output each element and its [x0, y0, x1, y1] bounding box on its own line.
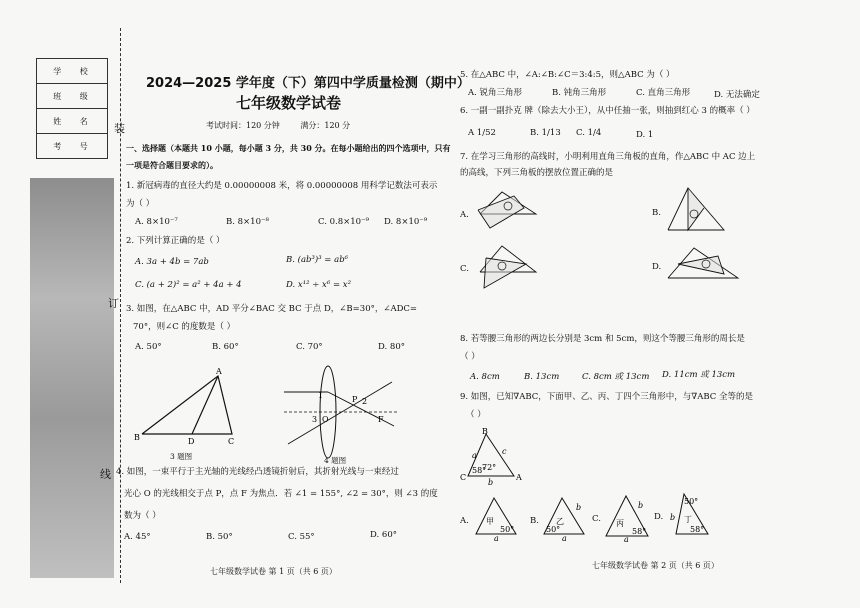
q3-line1: 3. 如图，在△ABC 中，AD 平分∠BAC 交 BC 于点 D，∠B=30°，∠ADC= [126, 304, 418, 314]
fig3-label-b: B [134, 433, 140, 442]
q7-option-b: B. [652, 208, 661, 218]
fig4-label-1: 1 [318, 391, 324, 400]
fig4-label-f: F [378, 415, 384, 424]
full-score: 满分：120 分 [300, 121, 351, 130]
binding-char-zhuang: 装 [114, 122, 125, 135]
fig4-label-o: O [322, 415, 329, 424]
svg-text:b: b [670, 513, 676, 522]
section1-line1: 一、选择题（本题共 10 小题，每小题 3 分，共 30 分。在每小题给出的四个选项中，只有 [126, 143, 451, 153]
q9-triangle-jia [472, 494, 522, 542]
svg-text:b: b [576, 503, 582, 512]
field-exam-number: 考 号 [37, 134, 108, 159]
svg-text:b: b [638, 501, 644, 510]
q9-ref-label-c: C [460, 473, 467, 482]
field-name: 姓 名 [37, 109, 108, 134]
student-info-table [36, 58, 108, 159]
svg-text:b: b [488, 478, 494, 487]
q5-option-b: B. 钝角三角形 [552, 88, 607, 98]
binding-char-xian: 线 [100, 468, 111, 481]
q4-option-c: C. 55° [288, 532, 315, 542]
binding-char-ding: 订 [108, 297, 119, 310]
q3-option-b: B. 60° [212, 342, 239, 352]
svg-text:58°: 58° [472, 466, 487, 475]
svg-text:a: a [472, 451, 477, 460]
q9-option-a: A. [460, 516, 469, 526]
svg-text:58°: 58° [690, 525, 705, 534]
q5-option-a: A. 锐角三角形 [468, 88, 523, 98]
q2-option-c: C. (a + 2)² = a² + 4a + 4 [135, 280, 242, 290]
q5-option-c: C. 直角三角形 [636, 88, 691, 98]
q2-option-b: B. (ab³)³ = ab⁶ [286, 255, 349, 265]
q6-stem: 6. 一副一副扑克 牌（除去大小王），从中任抽一张，则抽到红心 3 的概率（ ） [460, 106, 755, 116]
q9-yi-label: 乙 [556, 517, 564, 526]
q1-option-b: B. 8×10⁻⁸ [226, 217, 269, 227]
q3-option-a: A. 50° [135, 342, 162, 352]
q7-figure-c [476, 242, 546, 292]
q9-stem: 9. 如图，已知∇ABC，下面甲、乙、丙、丁四个三角形中，与∇ABC 全等的是 [460, 392, 753, 402]
q1-option-c: C. 0.8×10⁻⁹ [318, 217, 369, 227]
q8-option-b: B. 13cm [524, 372, 560, 382]
fig4-label-p: P [352, 395, 358, 404]
q7-option-d: D. [652, 262, 662, 272]
q7-figure-d [664, 244, 744, 290]
fig4-label-3: 3 [312, 415, 318, 424]
footer-page-1: 七年级数学试卷 第 1 页（共 6 页） [210, 567, 337, 576]
fig4-label-2: 2 [362, 397, 368, 406]
q4-option-b: B. 50° [206, 532, 233, 542]
q9-option-d: D. [654, 512, 664, 522]
q9-option-b: B. [530, 516, 539, 526]
figure-q4-lens [282, 362, 400, 457]
field-class: 班 级 [37, 84, 108, 109]
q9-jia-label: 甲 [486, 517, 494, 526]
field-school: 学 校 [37, 59, 108, 84]
q1-option-d: D. 8×10⁻⁹ [384, 217, 428, 227]
scanner-shadow [30, 178, 114, 578]
figure-q3-triangle [130, 366, 240, 446]
svg-text:50°: 50° [500, 525, 515, 534]
q2-stem: 2. 下列计算正确的是（ ） [126, 236, 225, 246]
q7-line2: 的高线，下列三角板的摆放位置正确的是 [460, 168, 614, 178]
svg-text:c: c [502, 447, 507, 456]
q1-line2: 为（ ） [126, 199, 155, 209]
svg-text:a: a [562, 534, 567, 543]
q7-line1: 7. 在学习三角形的高线时，小明利用直角三角板的直角，作△ABC 中 AC 边上 [460, 152, 756, 162]
fig4-caption: 4 题图 [324, 456, 347, 465]
q6-option-b: B. 1/13 [530, 128, 561, 138]
q9-ref-label-a: A [516, 473, 522, 482]
q4-option-d: D. 60° [370, 530, 397, 540]
fig3-label-c: C [228, 437, 235, 446]
q6-option-d: D. 1 [636, 130, 654, 140]
fig3-label-d: D [188, 437, 195, 446]
binding-line [120, 28, 121, 583]
q7-option-c: C. [460, 264, 469, 274]
q4-line1: 4. 如图，一束平行于主光轴的光线经凸透镜折射后，其折射光线与一束经过 [116, 467, 399, 477]
svg-text:72°: 72° [482, 463, 497, 472]
fig3-label-a: A [216, 367, 222, 376]
exam-subtitle: 七年级数学试卷 [236, 94, 342, 112]
q2-option-a: A. 3a + 4b = 7ab [135, 257, 209, 267]
q3-option-d: D. 80° [378, 342, 405, 352]
q1-option-a: A. 8×10⁻⁷ [135, 217, 178, 227]
q9-reference-triangle [458, 428, 528, 488]
svg-text:50°: 50° [546, 525, 561, 534]
q1-line1: 1. 新冠病毒的直径大约是 0.00000008 米，将 0.00000008 用科学记数法可表示 [126, 181, 438, 191]
q5-option-d: D. 无法确定 [714, 90, 760, 100]
q4-option-a: A. 45° [124, 532, 151, 542]
section1-line2: 一项是符合题目要求的）。 [126, 160, 218, 170]
exam-meta [206, 120, 350, 131]
q2-option-d: D. x¹² ÷ x⁶ = x² [286, 280, 351, 290]
q4-line3: 数为（ ） [124, 511, 161, 521]
fig3-caption: 3 题图 [170, 452, 193, 461]
svg-text:58°: 58° [632, 527, 647, 536]
q9-triangle-yi [540, 494, 590, 542]
q3-line2: 70°，则∠C 的度数是（ ） [133, 322, 236, 332]
q7-option-a: A. [460, 210, 469, 220]
q3-option-c: C. 70° [296, 342, 323, 352]
q8-line1: 8. 若等腰三角形的两边长分别是 3cm 和 5cm，则这个等腰三角形的周长是 [460, 334, 745, 344]
q6-option-a: A 1/52 [468, 128, 496, 138]
svg-text:a: a [624, 535, 629, 544]
q8-line2: （ ） [460, 352, 480, 362]
q9-bing-label: 丙 [616, 519, 624, 528]
q9-ding-label: 丁 [684, 515, 692, 524]
q7-figure-a [474, 188, 544, 233]
svg-text:50°: 50° [684, 497, 699, 506]
exam-time: 考试时间：120 分钟 [206, 121, 280, 130]
q9-option-c: C. [592, 514, 601, 524]
q9-ref-label-b: B [482, 427, 488, 436]
q8-option-d: D. 11cm 或 13cm [662, 370, 736, 380]
q8-option-a: A. 8cm [470, 372, 500, 382]
q8-option-c: C. 8cm 或 13cm [582, 372, 650, 382]
q9-triangle-ding [666, 490, 716, 540]
q7-figure-b [664, 184, 734, 240]
footer-page-2: 七年级数学试卷 第 2 页（共 6 页） [592, 561, 719, 570]
q4-line2: 光心 O 的光线相交于点 P，点 F 为焦点．若 ∠1 = 155°, ∠2 = 30°，则 ∠3 的度 [124, 489, 438, 499]
q5-stem: 5. 在△ABC 中，∠A:∠B:∠C＝3:4:5，则△ABC 为（ ） [460, 70, 675, 80]
svg-text:a: a [494, 534, 499, 543]
q9-triangle-bing [602, 492, 652, 542]
q6-option-c: C. 1/4 [576, 128, 602, 138]
exam-title: 2024—2025 学年度（下）第四中学质量检测（期中） [146, 76, 470, 91]
q9-paren: （ ） [466, 410, 486, 420]
